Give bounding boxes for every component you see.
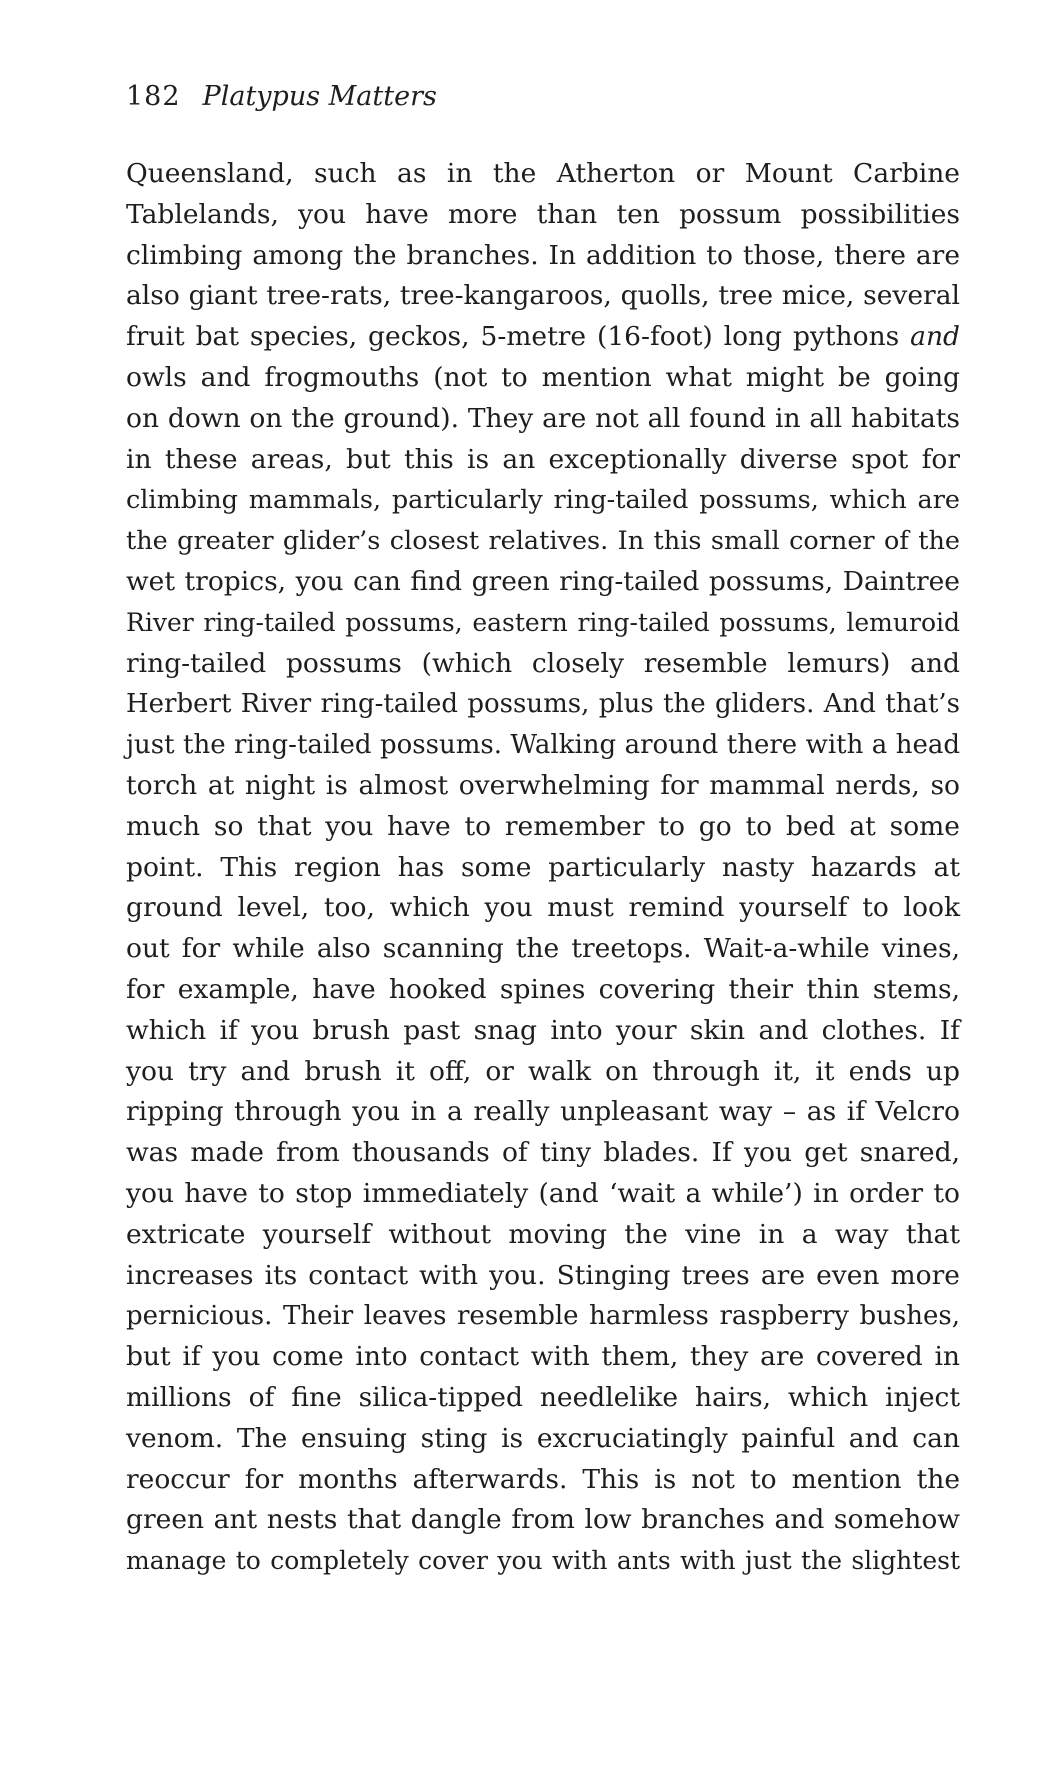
text-line: was made from thousands of tiny blades. If you get snared, xyxy=(126,1137,960,1169)
text-line: climbing mammals, particularly ring-tailed possums, which are xyxy=(126,485,960,516)
text-line: point. This region has some particularly nasty hazards at xyxy=(126,851,960,883)
text-line: ground level, too, which you must remind yourself to look xyxy=(126,892,960,924)
text-line: which if you brush past snag into your skin and clothes. If xyxy=(126,1014,960,1046)
text-line: extricate yourself without moving the vine in a way that xyxy=(126,1218,960,1250)
text-line: River ring-tailed possums, eastern ring-tailed possums, lemuroid xyxy=(126,607,960,637)
text-line xyxy=(126,317,960,358)
text-line: you have to stop immediately (and ‘wait a while’) in order to xyxy=(126,1177,960,1209)
running-head xyxy=(126,80,437,114)
text-line: pernicious. Their leaves resemble harmless raspberry bushes, xyxy=(126,1301,960,1332)
running-title: Platypus Matters xyxy=(202,81,437,112)
text-line: ripping through you in a really unpleasant way – as if Velcro xyxy=(126,1096,960,1128)
text-line: venom. The ensuing sting is excruciatingly painful and can xyxy=(126,1422,960,1454)
text-line: but if you come into contact with them, they are covered in xyxy=(126,1341,960,1373)
italic-word: and xyxy=(910,321,960,353)
text-line: green ant nests that dangle from low branches and somehow xyxy=(126,1504,960,1536)
text-line: Herbert River ring-tailed possums, plus the gliders. And that’s xyxy=(126,689,960,720)
body-text xyxy=(126,154,960,1582)
text-line: for example, have hooked spines covering their thin stems, xyxy=(126,973,960,1005)
text-line-segment: fruit bat species, geckos, 5-metre (16-foot) long pythons xyxy=(126,321,900,353)
text-line: you try and brush it off, or walk on through it, it ends up xyxy=(126,1055,960,1087)
text-line: Queensland, such as in the Atherton or Mount Carbine xyxy=(126,158,960,189)
text-line: owls and frogmouths (not to mention what might be going xyxy=(126,361,960,393)
text-line: Tablelands, you have more than ten possum possibilities xyxy=(126,198,960,230)
text-line: much so that you have to remember to go to bed at some xyxy=(126,810,960,842)
text-line: millions of fine silica-tipped needlelike hairs, which inject xyxy=(126,1381,960,1413)
text-line: the greater glider’s closest relatives. In this small corner of the xyxy=(126,526,960,557)
text-line: ring-tailed possums (which closely resemble lemurs) and xyxy=(126,647,960,679)
text-line: out for while also scanning the treetops. Wait-a-while vines, xyxy=(126,933,960,965)
text-line: reoccur for months afterwards. This is not to mention the xyxy=(126,1463,960,1495)
text-line: wet tropics, you can find green ring-tailed possums, Daintree xyxy=(126,565,960,597)
text-line: just the ring-tailed possums. Walking around there with a head xyxy=(126,730,960,761)
text-line: in these areas, but this is an exceptionally diverse spot for xyxy=(126,443,960,475)
text-line: on down on the ground). They are not all found in all habitats xyxy=(126,402,960,434)
page-number: 182 xyxy=(126,81,181,112)
text-line: also giant tree-rats, tree-kangaroos, quolls, tree mice, several xyxy=(126,280,960,312)
text-line: torch at night is almost overwhelming for mammal nerds, so xyxy=(126,769,960,801)
text-line: increases its contact with you. Stinging trees are even more xyxy=(126,1259,960,1291)
text-line: climbing among the branches. In addition to those, there are xyxy=(126,239,960,271)
text-line: manage to completely cover you with ants with just the slightest xyxy=(126,1546,960,1576)
